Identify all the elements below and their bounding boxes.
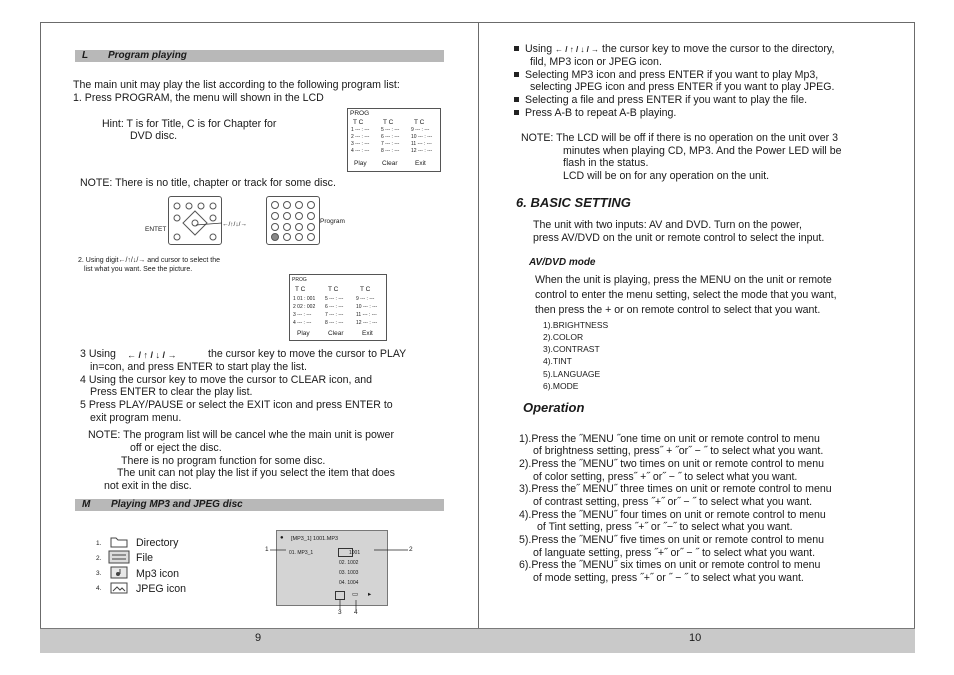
callout-lines <box>196 217 224 237</box>
note-line: There is no program function for some disc. <box>121 455 326 467</box>
callout-2: 2 <box>409 546 413 553</box>
avdvd-text: control to enter the menu setting, select the mode that you want, <box>535 289 837 301</box>
prog-clear-button: Clear <box>328 330 344 337</box>
page-number-left: 9 <box>255 632 262 644</box>
step-3-text: the cursor key to move the cursor to PLAY <box>208 348 407 360</box>
prog-play-button: Play <box>354 160 367 167</box>
file-icon <box>108 550 130 564</box>
legend-label: JPEG icon <box>136 583 187 595</box>
avdvd-text: then press the + or on remote control to select that you want. <box>535 304 821 316</box>
step-line: in=con, and press ENTER to start play the list. <box>90 361 307 373</box>
mode-item: 3).CONTRAST <box>543 344 600 354</box>
program-lcd-filled <box>289 274 387 341</box>
prog-rows-col3: 9 --- : --- 10 --- : --- 11 --- : --- 12 --- : --- <box>411 127 433 154</box>
bullet-1: Using ← / ↑ / ↓ / → the cursor key to move the cursor to the directory, <box>514 43 834 57</box>
screen-callout-lines <box>262 536 422 622</box>
step-2-line-1: 2. Using digit←/↑/↓/→ and cursor to select the <box>78 257 221 264</box>
prog-play-button: Play <box>297 330 310 337</box>
prog-col-header: T C <box>295 286 306 293</box>
operation-line: of Tint setting, press ˝+˝ or ˝−˝ to select what you want. <box>537 521 793 533</box>
screen-folder: 01. MP3_1 <box>289 550 314 556</box>
bullet-1-cont: fild, MP3 icon or JPEG icon. <box>530 56 662 68</box>
mp3-icon <box>110 566 128 579</box>
jpeg-toggle-icon: ▭ <box>352 591 359 598</box>
bullet-2-cont: selecting JPEG icon and press ENTER if you want to play JPEG. <box>530 81 835 93</box>
play-arrow-icon: ▸ <box>368 591 372 598</box>
prog-exit-button: Exit <box>415 160 426 167</box>
arrow-keys-glyphs: ← / ↑ / ↓ / → <box>127 350 177 360</box>
note-line: NOTE: The program list will be cancel whe the main unit is power <box>88 429 394 441</box>
avdvd-text: When the unit is playing, press the MENU on the unit or remote <box>535 274 832 286</box>
hint-line-1: Hint: T is for Title, C is for Chapter for <box>102 118 277 130</box>
screen-header: [MP3_1] 1001.MP3 <box>291 536 339 542</box>
operation-line: 4).Press the ˝MENU˝ four times on unit or remote control to menu <box>519 509 826 521</box>
legend-num: 1. <box>96 540 102 547</box>
screen-file: 04. 1004 <box>339 580 359 586</box>
intro-line-2: 1. Press PROGRAM, the menu will shown in the LCD <box>73 92 324 104</box>
legend-label: Directory <box>136 537 179 549</box>
operation-line: of color setting, press˝ +˝ or˝ − ˝ to select what you want. <box>533 471 798 483</box>
legend-num: 3. <box>96 570 102 577</box>
operation-line: 1).Press the ˝MENU ˝one time on unit or remote control to menu <box>519 433 820 445</box>
avdvd-heading: AV/DVD mode <box>529 257 596 268</box>
prog-col-header: T C <box>414 119 425 126</box>
prog-exit-button: Exit <box>362 330 373 337</box>
prog-col-header: T C <box>328 286 339 293</box>
operation-line: of contrast setting, press ˝+˝ or˝ − ˝ to select what you want. <box>533 496 813 508</box>
step-line: 5 Press PLAY/PAUSE or select the EXIT icon and press ENTER to <box>80 399 393 411</box>
legend-num: 4. <box>96 585 102 592</box>
operation-line: of brightness setting, press˝ + ˝or˝ − ˝ to select what you want. <box>533 445 824 457</box>
hint-line-2: DVD disc. <box>130 130 178 142</box>
screen-file: 02. 1002 <box>339 560 359 566</box>
bullet-3: Selecting a file and press ENTER if you want to play the file. <box>514 94 807 107</box>
remote-number-pad <box>266 196 320 245</box>
lcd-note-line: flash in the status. <box>563 157 649 169</box>
section-l-bar <box>75 50 444 62</box>
callout-3: 3 <box>338 609 342 616</box>
bullet-4: Press A-B to repeat A-B playing. <box>514 107 676 120</box>
mode-item: 5).LANGUAGE <box>543 369 601 379</box>
step-line: 4 Using the cursor key to move the cursor to CLEAR icon, and <box>80 374 373 386</box>
section-l-title: Program playing <box>108 50 187 61</box>
legend-label: File <box>136 552 154 564</box>
prog-clear-button: Clear <box>382 160 398 167</box>
section-m-bar <box>75 499 444 511</box>
operation-line: 6).Press the ˝MENU˝ six times on unit or remote control to menu <box>519 559 821 571</box>
note-line: The unit can not play the list if you select the item that does <box>117 467 395 479</box>
step-line: exit program menu. <box>90 412 182 424</box>
page-divider <box>478 22 479 628</box>
basic-text: The unit with two inputs: AV and DVD. Turn on the power, <box>533 219 802 231</box>
operation-line: 5).Press the ˝MENU˝ five times on unit or remote control to menu <box>519 534 824 546</box>
enter-label: ENTET <box>145 226 167 233</box>
legend-num: 2. <box>96 555 102 562</box>
operation-heading: Operation <box>523 400 585 415</box>
lcd-note-line: LCD will be on for any operation on the unit. <box>563 170 770 182</box>
program-lcd-empty <box>347 108 441 172</box>
lcd-note-line: NOTE: The LCD will be off if there is no operation on the unit over 3 <box>521 132 839 144</box>
legend-label: Mp3 icon <box>136 568 179 580</box>
prog-col-header: T C <box>383 119 394 126</box>
note-no-title: NOTE: There is no title, chapter or track for some disc. <box>80 177 336 189</box>
operation-line: 2).Press the ˝MENU˝ two times on unit or remote control to menu <box>519 458 824 470</box>
mode-item: 1).BRIGHTNESS <box>543 320 609 330</box>
section-m-title: Playing MP3 and JPEG disc <box>111 499 243 510</box>
step-2-line-2: list what you want. See the picture. <box>84 266 193 273</box>
operation-line: of mode setting, press ˝+˝ or ˝ − ˝ to select what you want. <box>533 572 804 584</box>
prog-title: PROG <box>292 277 307 283</box>
step-3-start: 3 Using <box>80 348 116 360</box>
jpeg-icon <box>110 581 128 594</box>
section-m-letter: M <box>82 499 91 510</box>
folder-icon <box>110 535 128 548</box>
intro-line-1: The main unit may play the list according to the following program list: <box>73 79 400 91</box>
mode-item: 2).COLOR <box>543 332 584 342</box>
arrow-keys-label: ←/↑/↓/→ <box>222 221 247 228</box>
screen-file: 03. 1003 <box>339 570 359 576</box>
prog-rows-col2: 5 --- : --- 6 --- : --- 7 --- : --- 8 --- : --- <box>325 296 344 326</box>
mode-item: 6).MODE <box>543 381 579 391</box>
prog-rows-col1: 1 --- : --- 2 --- : --- 3 --- : --- 4 --- : --- <box>351 127 370 154</box>
footer-bar <box>40 628 915 653</box>
note-line: not exit in the disc. <box>104 480 192 492</box>
prog-col-header: T C <box>353 119 364 126</box>
basic-setting-heading: 6. BASIC SETTING <box>516 195 631 210</box>
program-button-label: Program <box>320 218 345 225</box>
prog-col-header: T C <box>360 286 371 293</box>
bullet-2: Selecting MP3 icon and press ENTER if you want to play Mp3, <box>514 69 818 82</box>
mode-item: 4).TINT <box>543 356 572 366</box>
page-number-right: 10 <box>689 632 702 644</box>
step-line: Press ENTER to clear the play list. <box>90 386 253 398</box>
callout-1: 1 <box>265 546 269 553</box>
disc-icon: ● <box>280 535 284 541</box>
prog-rows-col3: 9 --- : --- 10 --- : --- 11 --- : --- 12 --- : --- <box>356 296 378 326</box>
note-line: off or eject the disc. <box>130 442 222 454</box>
callout-4: 4 <box>354 609 358 616</box>
lcd-note-line: minutes when playing CD, MP3. And the Power LED will be <box>563 145 842 157</box>
screen-file: 1001 <box>349 550 361 556</box>
prog-rows-col1: 1 01 : 001 2 02 : 002 3 --- : --- 4 --- : --- <box>293 296 316 326</box>
operation-line: of languate setting, press ˝+˝ or˝ − ˝ to select what you want. <box>533 547 816 559</box>
basic-text: press AV/DVD on the unit or remote control to select the input. <box>533 232 825 244</box>
section-l-letter: L <box>82 50 89 61</box>
prog-title: PROG <box>350 110 370 117</box>
prog-rows-col2: 5 --- : --- 6 --- : --- 7 --- : --- 8 --- : --- <box>381 127 400 154</box>
operation-line: 3).Press the˝ MENU˝ three times on unit or remote control to menu <box>519 483 832 495</box>
